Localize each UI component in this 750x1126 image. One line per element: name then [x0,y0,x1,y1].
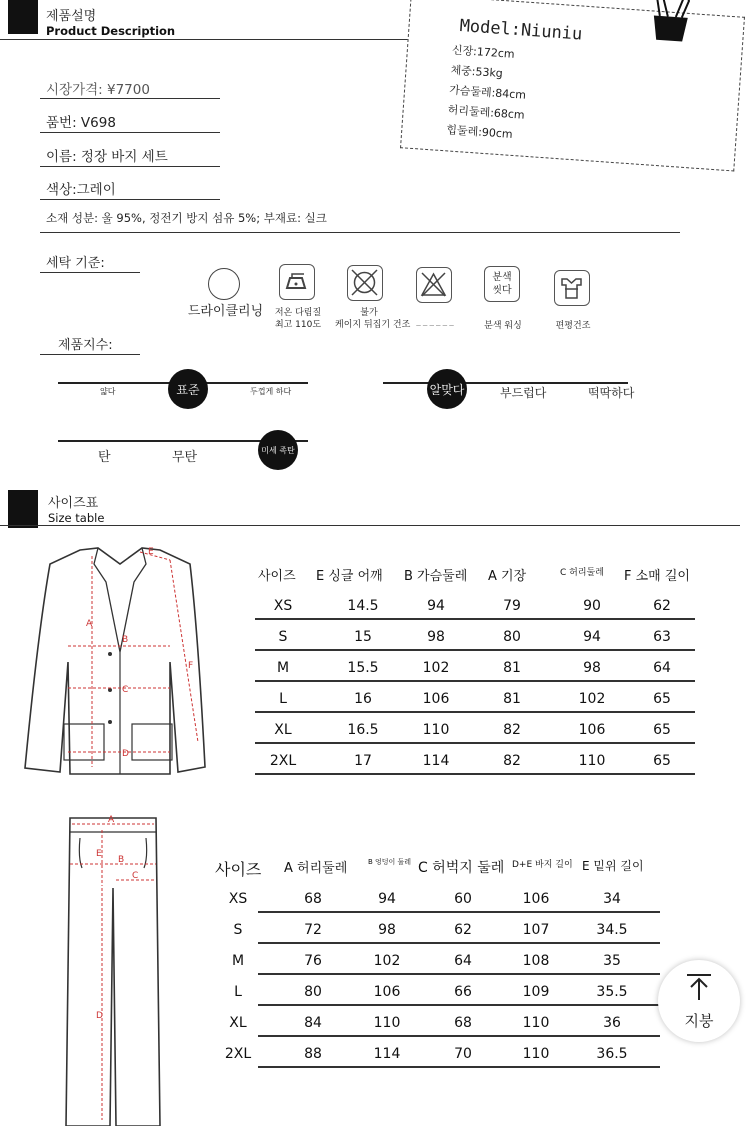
model-hip: 힙둘레:90cm [445,123,514,141]
divider [40,98,220,99]
softness-hard: 떡딱하다 [588,386,635,400]
divider [40,232,680,233]
thickness-thick: 두껍게 하다 [250,387,292,396]
table-row-line [258,911,660,913]
section-title: 제품설명 [46,9,97,24]
table-cell: 35.5 [596,984,628,1000]
svg-text:D: D [122,749,129,759]
separate-wash-icon: 분색 씻다 [484,266,520,302]
softness-selected: 알맞다 [427,369,467,409]
table-cell: 68 [454,1015,472,1031]
table-cell: 65 [653,753,671,769]
table-cell: 109 [522,984,550,1000]
jacket-diagram [20,542,220,787]
divider [40,199,220,200]
svg-text:C: C [132,871,139,881]
arrow-up-icon [684,972,714,1002]
table-cell: 114 [422,753,450,769]
table-cell: 2XL [224,1046,252,1062]
table-cell: 64 [653,660,671,676]
table-cell: 110 [373,1015,401,1031]
table-cell: 81 [503,691,521,707]
table-row-line [258,1066,660,1068]
table-row-line [255,773,695,775]
table-cell: 36.5 [596,1046,628,1062]
iron-icon [279,264,315,300]
column-header: B 엉덩이 둘레 [368,858,412,866]
table-cell: 102 [373,953,401,969]
scroll-top-label: 지붕 [684,1012,714,1030]
pants-diagram [60,808,170,1126]
table-cell: 16 [354,691,372,707]
divider [40,166,220,167]
table-cell: 98 [378,922,396,938]
column-header: B 가슴둘레 [404,569,468,584]
svg-text:C: C [122,685,129,695]
product-color: 색상:그레이 [46,182,116,198]
column-header: C 허리둘레 [560,568,604,578]
table-cell: 14.5 [347,598,379,614]
table-cell: 110 [522,1046,550,1062]
table-cell: 110 [578,753,606,769]
section-subtitle: Product Description [46,24,176,38]
divider [0,525,740,526]
product-code: 품번: V698 [46,115,116,131]
table-cell: 64 [454,953,472,969]
table-cell: 106 [373,984,401,1000]
stretch-selected: 미세 족탄 [258,430,298,470]
table-cell: 90 [583,598,601,614]
table-cell: 102 [422,660,450,676]
table-cell: 60 [454,891,472,907]
svg-text:E: E [96,849,102,859]
material: 소재 성분: 울 95%, 정전기 방지 섬유 5%; 부재료: 실크 [46,211,327,225]
column-header: 사이즈 [258,569,296,584]
table-cell: 106 [422,691,450,707]
svg-text:B: B [118,855,125,865]
table-cell: XS [228,891,248,907]
table-row-line [255,649,695,651]
table-cell: 79 [503,598,521,614]
care-label-bleach: — — — — — — [416,323,454,329]
no-bleach-icon [416,267,452,303]
table-cell: 84 [304,1015,322,1031]
svg-text:D: D [96,1011,103,1021]
column-header: E 밑위 길이 [582,859,644,873]
table-row-line [258,942,660,944]
model-weight: 체중:53kg [450,63,504,81]
table-cell: 17 [354,753,372,769]
divider [40,354,140,355]
index-title: 제품지수: [58,338,113,353]
section-title: 사이즈표 [48,496,99,511]
table-row-line [258,1035,660,1037]
table-cell: 65 [653,722,671,738]
table-row-line [255,711,695,713]
table-cell: 107 [522,922,550,938]
table-cell: S [233,922,243,938]
table-cell: 88 [304,1046,322,1062]
svg-text:B: B [122,635,129,645]
thickness-thin: 얇다 [100,387,116,396]
table-cell: M [276,660,290,676]
thickness-selected: 표준 [168,369,208,409]
table-cell: 15.5 [347,660,379,676]
table-row-line [255,618,695,620]
table-row-line [255,742,695,744]
table-cell: 34 [603,891,621,907]
table-cell: 68 [304,891,322,907]
table-cell: 110 [422,722,450,738]
table-cell: 76 [304,953,322,969]
column-header: 사이즈 [215,860,262,879]
price: 시장가격: ¥7700 [46,82,150,98]
table-cell: 62 [653,598,671,614]
table-cell: 110 [522,1015,550,1031]
svg-text:A: A [86,619,93,629]
section-marker [8,0,38,34]
flat-dry-icon [554,270,590,306]
section-subtitle: Size table [48,511,105,525]
stretch-none: 무탄 [172,450,198,465]
column-header: F 소매 길이 [624,569,690,584]
table-cell: 94 [427,598,445,614]
svg-text:E: E [148,547,154,557]
model-card [400,0,745,171]
table-cell: 114 [373,1046,401,1062]
table-cell: 94 [378,891,396,907]
table-cell: 66 [454,984,472,1000]
column-header: E 싱글 어깨 [316,569,383,584]
table-cell: 106 [578,722,606,738]
table-cell: 36 [603,1015,621,1031]
stretch-elastic: 탄 [98,450,111,465]
table-cell: 16.5 [347,722,379,738]
column-header: C 허벅지 둘레 [418,860,505,876]
table-row-line [258,1004,660,1006]
table-cell: XS [273,598,293,614]
model-title: Model:Niuniu [458,16,583,45]
table-cell: 80 [503,629,521,645]
table-row-line [255,680,695,682]
section-marker [8,490,38,528]
softness-soft: 부드럽다 [500,386,547,400]
svg-text:A: A [108,815,115,825]
column-header: A 기장 [488,569,527,584]
table-cell: S [278,629,288,645]
table-cell: 65 [653,691,671,707]
table-cell: 35 [603,953,621,969]
model-waist: 허리둘레:68cm [447,103,526,122]
care-label-separate: 분색 워싱 [484,321,522,331]
no-tumble-dry-icon [347,265,383,301]
table-cell: M [231,953,245,969]
table-cell: 102 [578,691,606,707]
divider [40,272,140,273]
care-label-iron: 저온 다림질 최고 110도 [274,308,322,330]
model-height: 신장:172cm [451,43,515,61]
product-name: 이름: 정장 바지 세트 [46,149,168,165]
table-cell: 108 [522,953,550,969]
table-cell: 2XL [269,753,297,769]
scroll-top-button[interactable] [658,960,740,1042]
care-label-tumble: 불가 케이지 뒤집기 건조 [335,308,411,330]
table-cell: 63 [653,629,671,645]
model-bust: 가슴둘레:84cm [448,83,527,102]
table-cell: 98 [583,660,601,676]
table-cell: 106 [522,891,550,907]
table-cell: 34.5 [596,922,628,938]
binder-clip-icon [643,0,697,56]
dry-clean-icon [208,268,240,300]
care-label-dry-clean: 드라이클리닝 [187,304,264,319]
table-cell: 82 [503,722,521,738]
table-cell: XL [229,1015,247,1031]
care-title: 세탁 기준: [46,256,105,271]
divider [40,132,220,133]
column-header: A 허리둘레 [284,861,348,876]
table-cell: 70 [454,1046,472,1062]
table-cell: 15 [354,629,372,645]
svg-text:F: F [188,661,194,671]
table-cell: 62 [454,922,472,938]
table-cell: 81 [503,660,521,676]
column-header: D+E 바지 길이 [512,860,573,870]
table-cell: 98 [427,629,445,645]
table-cell: L [234,984,242,1000]
table-cell: L [279,691,287,707]
table-cell: 94 [583,629,601,645]
care-label-flat-dry: 편평건조 [555,321,591,331]
table-row-line [258,973,660,975]
table-cell: 80 [304,984,322,1000]
table-cell: 82 [503,753,521,769]
table-cell: XL [274,722,292,738]
table-cell: 72 [304,922,322,938]
